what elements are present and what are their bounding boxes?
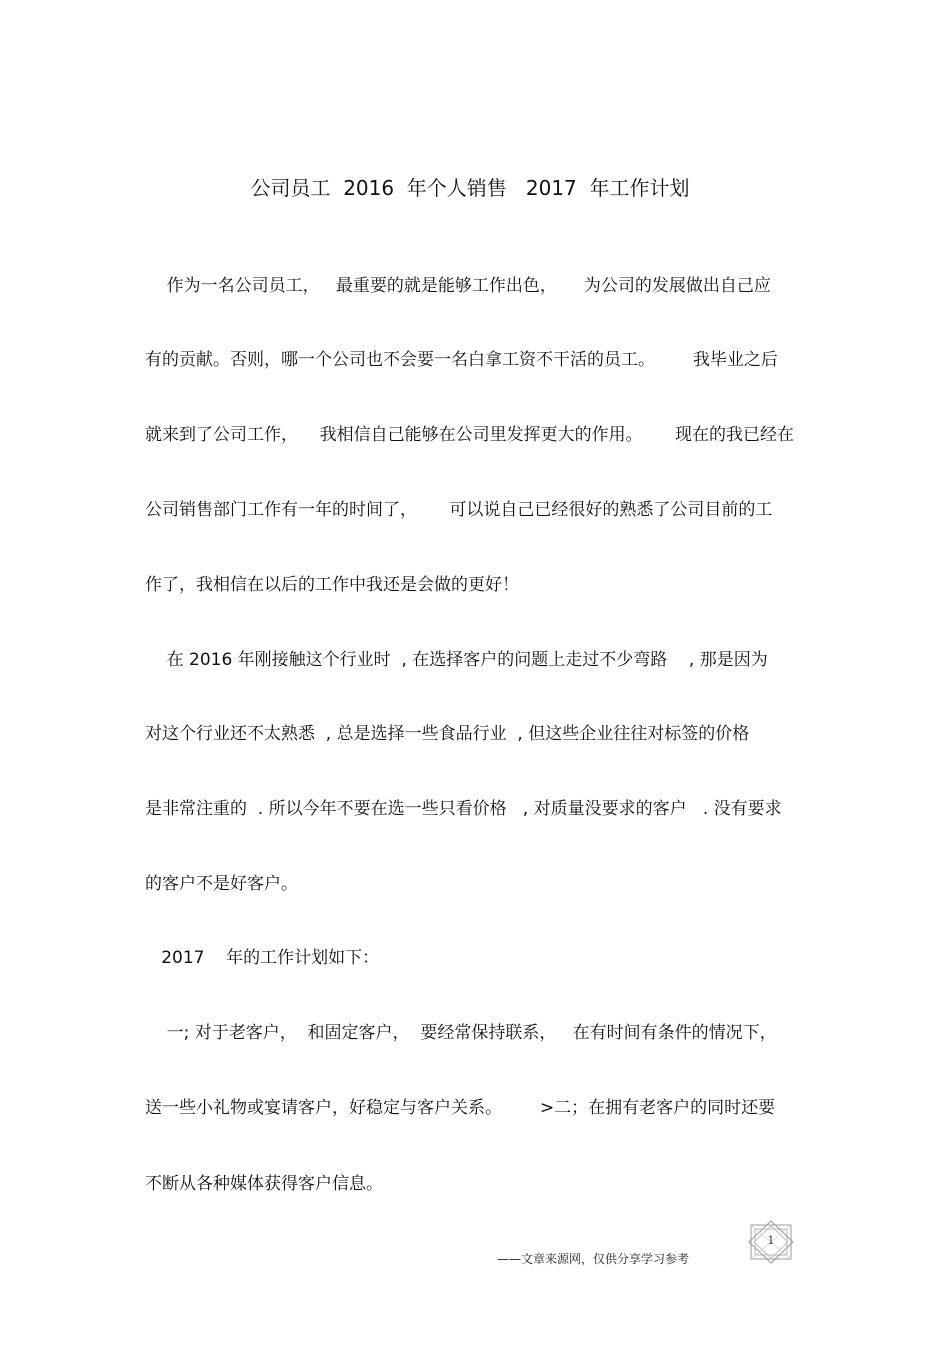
body-line: 送一些小礼物或宴请客户，好稳定与客户关系。 >二；在拥有老客户的同时还要 (145, 1098, 776, 1118)
body-line: 对这个行业还不太熟悉 , 总是选择一些食品行业 , 但这些企业往往对标签的价格 (145, 724, 750, 744)
body-line: 一; 对于老客户， 和固定客户， 要经常保持联系， 在有时间有条件的情况下， (145, 1023, 777, 1043)
page-number: 1 (767, 1234, 775, 1247)
body-line: 不断从各种媒体获得客户信息。 (145, 1174, 383, 1194)
body-line: 公司销售部门工作有一年的时间了， 可以说自己已经很好的熟悉了公司目前的工 (145, 500, 773, 520)
page-title: 公司员工 2016 年个人销售 2017 年工作计划 (250, 176, 690, 200)
body-line: 就来到了公司工作， 我相信自己能够在公司里发挥更大的作用。 现在的我已经在 (145, 425, 795, 445)
body-line: 在 2016 年刚接触这个行业时 , 在选择客户的问题上走过不少弯路 , 那是因为 (145, 650, 768, 670)
body-line: 有的贡献。否则，哪一个公司也不会要一名白拿工资不干活的员工。 我毕业之后 (145, 350, 778, 370)
page-number-badge (746, 1220, 796, 1264)
body-line: 是非常注重的 . 所以今年不要在选一些只看价格 , 对质量没要求的客户 . 没有要求 (145, 799, 782, 819)
footer-source-note: ——文章来源网，仅供分享学习参考 (497, 1252, 690, 1266)
body-line: 作为一名公司员工， 最重要的就是能够工作出色， 为公司的发展做出自己应 (145, 276, 771, 296)
body-line: 作了，我相信在以后的工作中我还是会做的更好！ (145, 575, 519, 595)
body-line: 2017 年的工作计划如下： (145, 948, 380, 968)
body-line: 的客户不是好客户。 (145, 874, 298, 894)
